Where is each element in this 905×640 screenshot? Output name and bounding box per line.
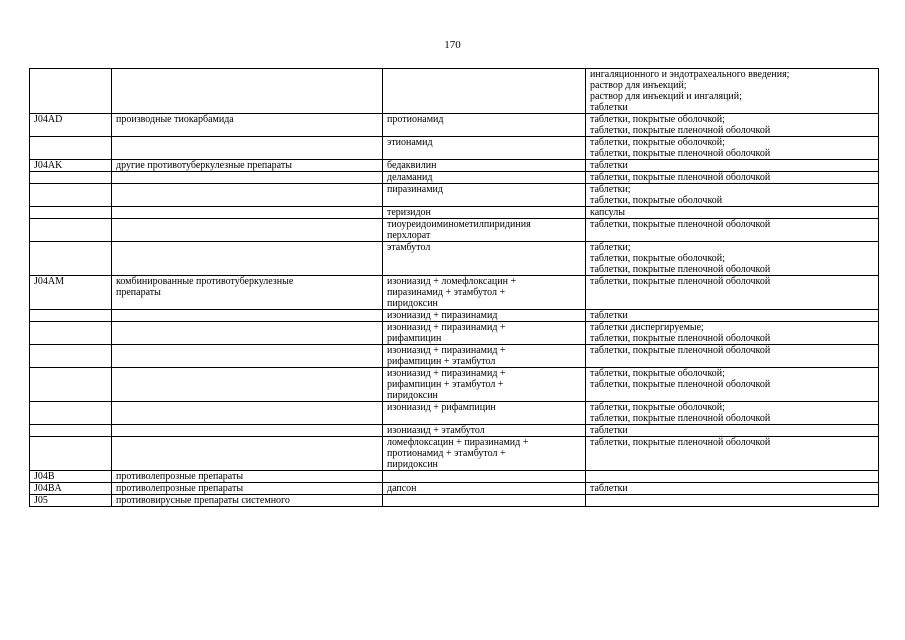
- atc-code-cell: [30, 402, 112, 425]
- drug-table: [29, 68, 879, 507]
- pharmacological-group-cell: [112, 437, 383, 471]
- dosage-form-cell: таблетки, покрытые оболочкой; таблетки, покрытые пленочной оболочкой: [586, 114, 879, 137]
- atc-code-cell: [30, 242, 112, 276]
- drug-name-cell: [383, 495, 586, 507]
- table-row: [30, 137, 879, 160]
- dosage-form-cell: таблетки; таблетки, покрытые оболочкой; таблетки, покрытые пленочной оболочкой: [586, 242, 879, 276]
- pharmacological-group-cell: [112, 425, 383, 437]
- drug-name-cell: [383, 69, 586, 114]
- dosage-form-cell: таблетки, покрытые пленочной оболочкой: [586, 276, 879, 310]
- atc-code-cell: J04AD: [30, 114, 112, 137]
- drug-name-cell: этионамид: [383, 137, 586, 160]
- atc-code-cell: [30, 219, 112, 242]
- dosage-form-cell: таблетки: [586, 160, 879, 172]
- drug-name-cell: тиоуреидоиминометилпиридиния перхлорат: [383, 219, 586, 242]
- dosage-form-cell: таблетки: [586, 483, 879, 495]
- dosage-form-cell: таблетки: [586, 310, 879, 322]
- pharmacological-group-cell: противовирусные препараты системного: [112, 495, 383, 507]
- drug-name-cell: изониазид + ломефлоксацин + пиразинамид + этамбутол + пиридоксин: [383, 276, 586, 310]
- dosage-form-cell: таблетки, покрытые оболочкой; таблетки, покрытые пленочной оболочкой: [586, 402, 879, 425]
- drug-name-cell: дапсон: [383, 483, 586, 495]
- pharmacological-group-cell: [112, 242, 383, 276]
- atc-code-cell: [30, 345, 112, 368]
- atc-code-cell: [30, 184, 112, 207]
- table-row: [30, 242, 879, 276]
- dosage-form-cell: таблетки; таблетки, покрытые оболочкой: [586, 184, 879, 207]
- pharmacological-group-cell: [112, 402, 383, 425]
- table-row: [30, 69, 879, 114]
- atc-code-cell: J04AM: [30, 276, 112, 310]
- dosage-form-cell: таблетки, покрытые пленочной оболочкой: [586, 437, 879, 471]
- atc-code-cell: [30, 172, 112, 184]
- table-row: [30, 219, 879, 242]
- atc-code-cell: [30, 437, 112, 471]
- dosage-form-cell: таблетки, покрытые оболочкой; таблетки, покрытые пленочной оболочкой: [586, 137, 879, 160]
- atc-code-cell: J04BA: [30, 483, 112, 495]
- dosage-form-cell: таблетки: [586, 425, 879, 437]
- atc-code-cell: [30, 310, 112, 322]
- drug-name-cell: изониазид + пиразинамид + рифампицин: [383, 322, 586, 345]
- pharmacological-group-cell: [112, 322, 383, 345]
- drug-name-cell: протионамид: [383, 114, 586, 137]
- dosage-form-cell: капсулы: [586, 207, 879, 219]
- atc-code-cell: J04B: [30, 471, 112, 483]
- drug-name-cell: ломефлоксацин + пиразинамид + протионамид + этамбутол + пиридоксин: [383, 437, 586, 471]
- pharmacological-group-cell: [112, 310, 383, 322]
- atc-code-cell: [30, 69, 112, 114]
- dosage-form-cell: [586, 495, 879, 507]
- table-row: [30, 172, 879, 184]
- dosage-form-cell: таблетки, покрытые пленочной оболочкой: [586, 219, 879, 242]
- pharmacological-group-cell: [112, 345, 383, 368]
- table-row: [30, 437, 879, 471]
- drug-name-cell: изониазид + пиразинамид: [383, 310, 586, 322]
- drug-table-body: [30, 69, 879, 507]
- atc-code-cell: [30, 425, 112, 437]
- table-row: [30, 368, 879, 402]
- atc-code-cell: J04AK: [30, 160, 112, 172]
- drug-name-cell: деламанид: [383, 172, 586, 184]
- dosage-form-cell: таблетки, покрытые пленочной оболочкой: [586, 172, 879, 184]
- page-number: 170: [444, 39, 461, 51]
- pharmacological-group-cell: [112, 137, 383, 160]
- atc-code-cell: [30, 137, 112, 160]
- dosage-form-cell: таблетки, покрытые оболочкой; таблетки, покрытые пленочной оболочкой: [586, 368, 879, 402]
- drug-name-cell: изониазид + пиразинамид + рифампицин + этамбутол + пиридоксин: [383, 368, 586, 402]
- atc-code-cell: [30, 322, 112, 345]
- pharmacological-group-cell: [112, 219, 383, 242]
- table-row: [30, 114, 879, 137]
- atc-code-cell: J05: [30, 495, 112, 507]
- table-row: [30, 184, 879, 207]
- dosage-form-cell: таблетки диспергируемые; таблетки, покрытые пленочной оболочкой: [586, 322, 879, 345]
- table-row: [30, 160, 879, 172]
- dosage-form-cell: таблетки, покрытые пленочной оболочкой: [586, 345, 879, 368]
- drug-name-cell: изониазид + пиразинамид + рифампицин + этамбутол: [383, 345, 586, 368]
- atc-code-cell: [30, 207, 112, 219]
- pharmacological-group-cell: производные тиокарбамида: [112, 114, 383, 137]
- pharmacological-group-cell: противолепрозные препараты: [112, 471, 383, 483]
- drug-name-cell: теризидон: [383, 207, 586, 219]
- table-row: [30, 471, 879, 483]
- dosage-form-cell: ингаляционного и эндотрахеального введения; раствор для инъекций; раствор для инъекций и ингаляций; таблетки: [586, 69, 879, 114]
- table-row: [30, 310, 879, 322]
- drug-name-cell: пиразинамид: [383, 184, 586, 207]
- table-row: [30, 483, 879, 495]
- table-row: [30, 276, 879, 310]
- drug-name-cell: изониазид + этамбутол: [383, 425, 586, 437]
- drug-name-cell: [383, 471, 586, 483]
- table-row: [30, 402, 879, 425]
- pharmacological-group-cell: комбинированные противотуберкулезные препараты: [112, 276, 383, 310]
- drug-name-cell: бедаквилин: [383, 160, 586, 172]
- drug-name-cell: этамбутол: [383, 242, 586, 276]
- pharmacological-group-cell: [112, 172, 383, 184]
- pharmacological-group-cell: другие противотуберкулезные препараты: [112, 160, 383, 172]
- pharmacological-group-cell: [112, 368, 383, 402]
- drug-name-cell: изониазид + рифампицин: [383, 402, 586, 425]
- table-row: [30, 207, 879, 219]
- pharmacological-group-cell: [112, 184, 383, 207]
- dosage-form-cell: [586, 471, 879, 483]
- pharmacological-group-cell: [112, 207, 383, 219]
- atc-code-cell: [30, 368, 112, 402]
- table-row: [30, 425, 879, 437]
- table-row: [30, 322, 879, 345]
- table-row: [30, 495, 879, 507]
- pharmacological-group-cell: [112, 69, 383, 114]
- table-row: [30, 345, 879, 368]
- pharmacological-group-cell: противолепрозные препараты: [112, 483, 383, 495]
